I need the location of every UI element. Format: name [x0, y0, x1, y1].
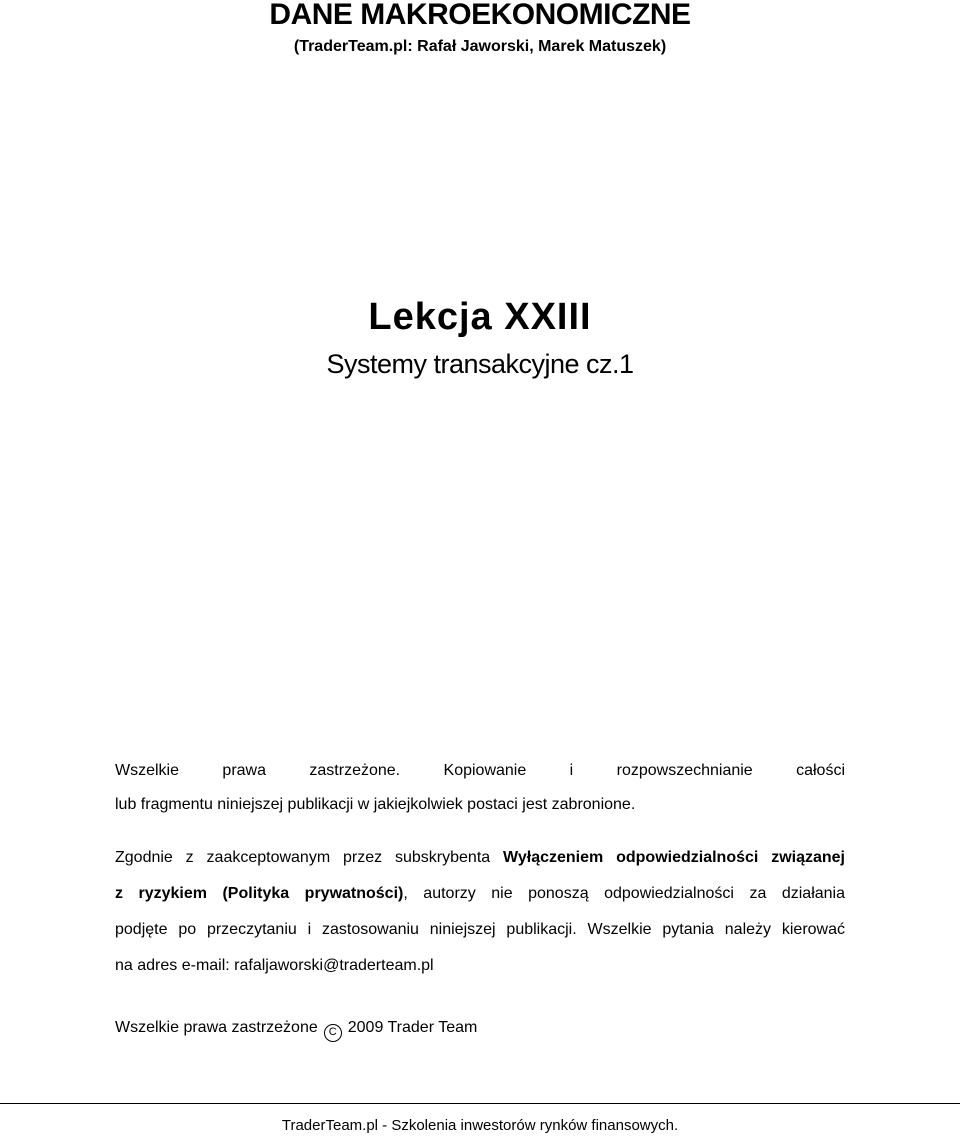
- disclaimer: [115, 840, 845, 984]
- disclaimer-line-4: na adres e-mail: rafaljaworski@traderteam.pl: [115, 957, 434, 974]
- copyright-notice: [115, 754, 845, 822]
- disclaimer-line-2-suffix: , autorzy nie ponoszą odpowiedzialności za działania: [403, 885, 846, 902]
- footer-divider: [0, 1103, 960, 1104]
- lesson-subtitle: Systemy transakcyjne cz.1: [326, 349, 634, 379]
- copyright-notice-line-2: lub fragmentu niniejszej publikacji w jakiejkolwiek postaci jest zabronione.: [115, 796, 636, 813]
- disclaimer-line-2: [115, 876, 845, 912]
- copyright-icon: C: [324, 1024, 342, 1042]
- document-title: DANE MAKROEKONOMICZNE: [269, 0, 691, 31]
- document-authors: (TraderTeam.pl: Rafał Jaworski, Marek Matuszek): [293, 38, 667, 55]
- disclaimer-line-1-prefix: Zgodnie z zaakceptowanym przez subskrybenta: [115, 849, 504, 866]
- copyright-year-owner: 2009 Trader Team: [347, 1019, 478, 1036]
- disclaimer-line-1: [115, 840, 845, 876]
- lesson-title: Lekcja XXIII: [368, 296, 592, 338]
- footer-text: TraderTeam.pl - Szkolenia inwestorów rynków finansowych.: [281, 1117, 679, 1134]
- copyright-notice-line-1: Wszelkie prawa zastrzeżone. Kopiowanie i rozpowszechnianie całości: [115, 762, 845, 779]
- copyright-prefix: Wszelkie prawa zastrzeżone: [115, 1019, 318, 1036]
- disclaimer-link-privacy: z ryzykiem (Polityka prywatności): [115, 885, 404, 902]
- disclaimer-line-3: podjęte po przeczytaniu i zastosowaniu niniejszej publikacji. Wszelkie pytania należy kierować: [115, 921, 845, 938]
- copyright-line: [115, 1016, 477, 1042]
- disclaimer-link-liability: Wyłączeniem odpowiedzialności związanej: [503, 849, 846, 866]
